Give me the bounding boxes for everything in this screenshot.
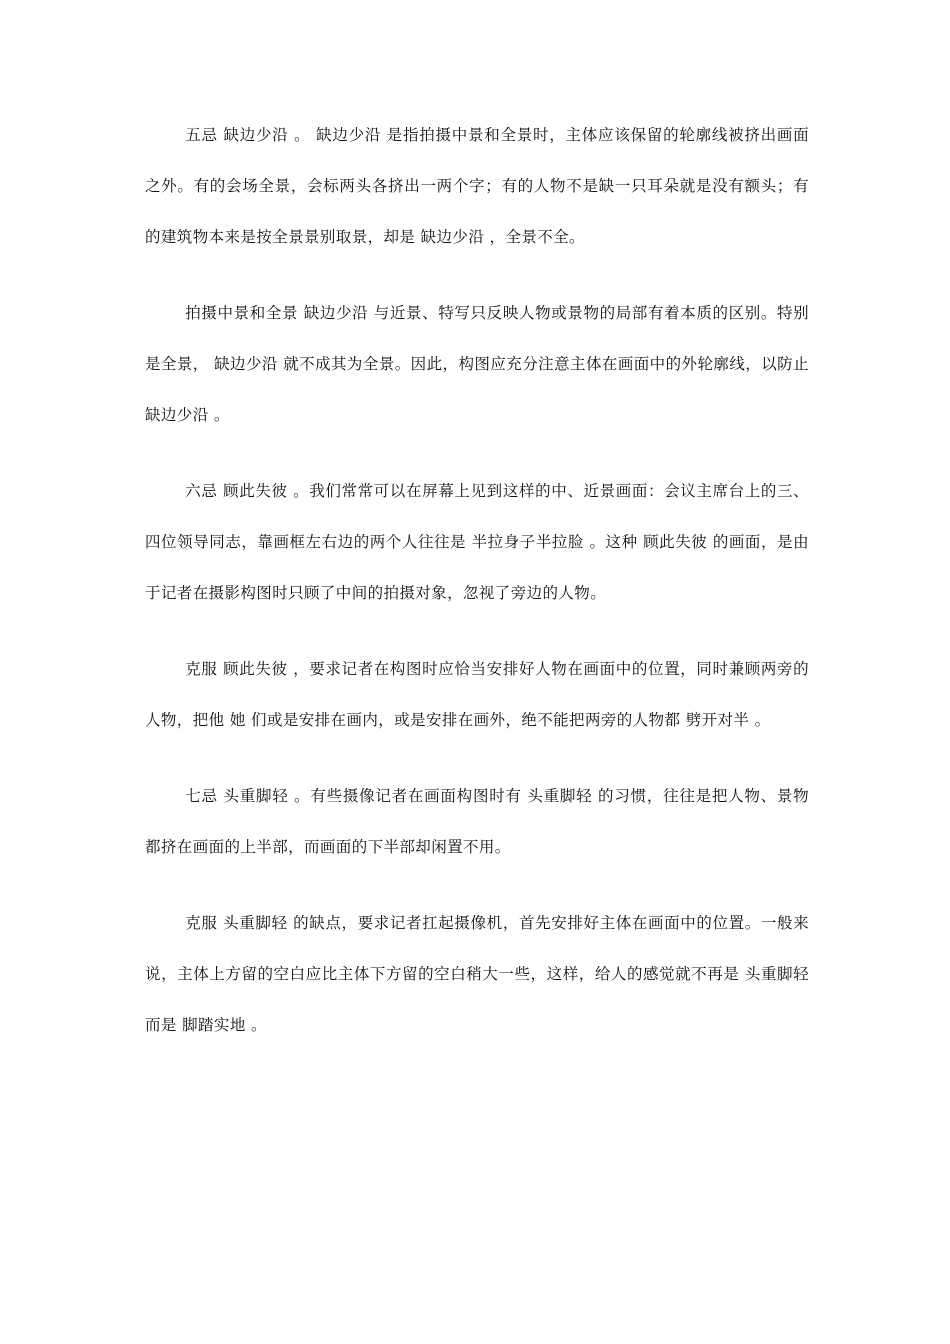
paragraph-five-taboo-explanation: 拍摄中景和全景 缺边少沿 与近景、特写只反映人物或景物的局部有着本质的区别。特别是全景， 缺边少沿 就不成其为全景。因此，构图应充分注意主体在画面中的外轮廓线，以防止 缺边少沿 。	[145, 304, 809, 424]
paragraph-seven-taboo-remedy: 克服 头重脚轻 的缺点，要求记者扛起摄像机，首先安排好主体在画面中的位置。一般来说，主体上方留的空白应比主体下方留的空白稍大一些，这样，给人的感觉就不再是 头重脚轻 而是 脚踏实地 。	[145, 914, 809, 1034]
paragraph-six-taboo: 六忌 顾此失彼 。我们常常可以在屏幕上见到这样的中、近景画面：会议主席台上的三、四位领导同志，靠画框左右边的两个人往往是 半拉身子半拉脸 。这种 顾此失彼 的画面，是由于记者在摄影构图时只顾了中间的拍摄对象，忽视了旁边的人物。	[145, 482, 809, 602]
paragraph-six-taboo-remedy: 克服 顾此失彼 ，要求记者在构图时应恰当安排好人物在画面中的位置，同时兼顾两旁的人物，把他 她 们或是安排在画内，或是安排在画外，绝不能把两旁的人物都 劈开对半 。	[145, 660, 809, 729]
paragraph-five-taboo: 五忌 缺边少沿 。 缺边少沿 是指拍摄中景和全景时，主体应该保留的轮廓线被挤出画面之外。有的会场全景，会标两头各挤出一两个字；有的人物不是缺一只耳朵就是没有额头；有的建筑物本来是按全景景别取景，却是 缺边少沿 ，全景不全。	[145, 126, 809, 246]
paragraph-seven-taboo: 七忌 头重脚轻 。有些摄像记者在画面构图时有 头重脚轻 的习惯，往往是把人物、景物都挤在画面的上半部，而画面的下半部却闲置不用。	[145, 787, 809, 856]
document-body	[145, 110, 809, 1076]
